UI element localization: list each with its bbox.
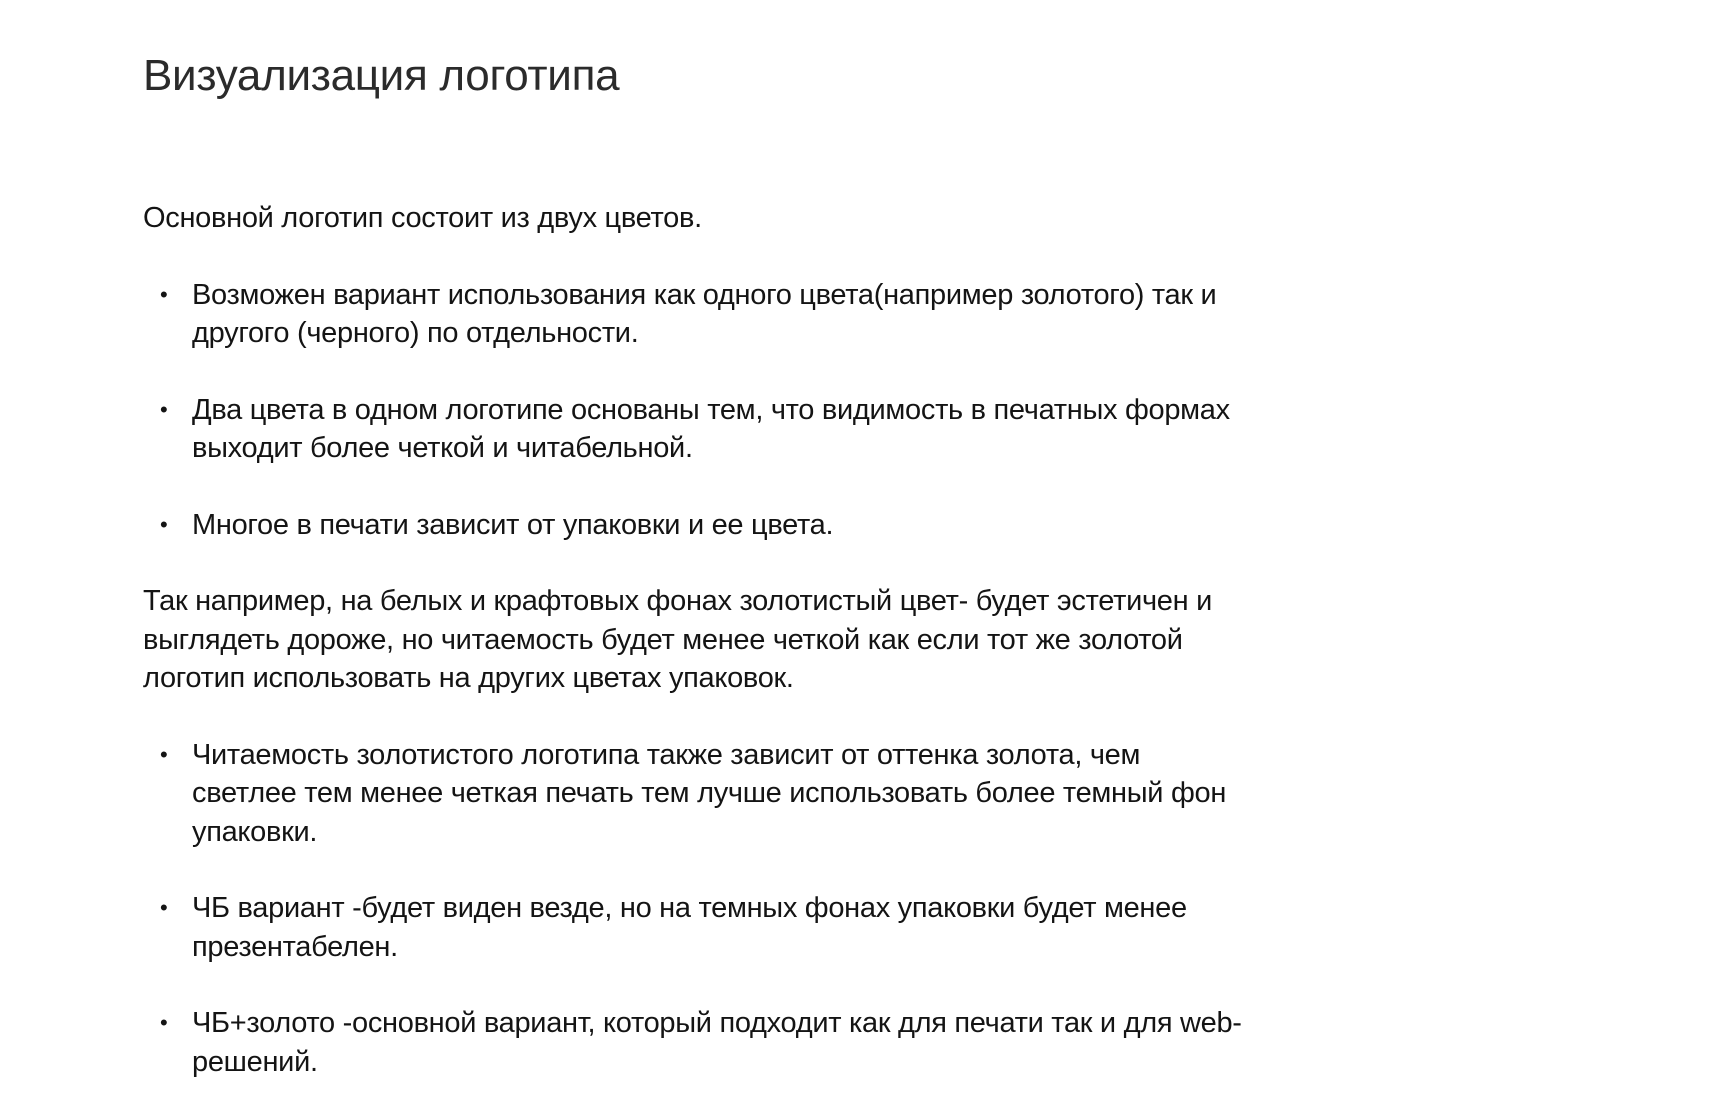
bullet-icon: •: [160, 511, 168, 537]
middle-paragraph: Так например, на белых и крафтовых фонах золотистый цвет- будет эстетичен и выглядеть дороже, но читаемость будет менее четкой как если тот же золотой логотип использовать на других цветах упаковок.: [143, 585, 1213, 694]
bullet-icon: •: [160, 741, 168, 767]
list-item: [143, 391, 1243, 468]
list-item: [143, 1004, 1243, 1081]
list-item-text: Многое в печати зависит от упаковки и ее цвета.: [192, 508, 834, 541]
list-item-text: Возможен вариант использования как одного цвета(например золотого) так и другого (черного) по отдельности.: [192, 278, 1217, 349]
bullet-icon: •: [160, 895, 168, 920]
list-item-text: ЧБ+золото -основной вариант, который подходит как для печати так и для web-решений.: [192, 1007, 1242, 1078]
list-item-text: ЧБ вариант -будет виден везде, но на темных фонах упаковки будет менее презентабелен.: [192, 892, 1187, 963]
intro-paragraph: Основной логотип состоит из двух цветов.: [143, 202, 702, 234]
bullet-icon: •: [160, 1010, 168, 1035]
page-title: Визуализация логотипа: [143, 51, 620, 100]
list-item-text: Читаемость золотистого логотипа также зависит от оттенка золота, чем светлее тем менее четкая печать тем лучше использовать более темный фон упаковки.: [192, 738, 1227, 848]
list-item: [143, 506, 1243, 545]
bullet-icon: •: [160, 396, 168, 422]
bullet-icon: •: [160, 281, 168, 307]
bullet-list-first: [143, 276, 1243, 545]
list-item: [143, 276, 1243, 353]
bullet-list-second: [143, 736, 1243, 1082]
list-item: [143, 889, 1243, 966]
list-item: [143, 736, 1243, 852]
list-item-text: Два цвета в одном логотипе основаны тем, что видимость в печатных формах выходит более четкой и читабельной.: [192, 393, 1230, 464]
document-page: [143, 46, 1243, 1081]
